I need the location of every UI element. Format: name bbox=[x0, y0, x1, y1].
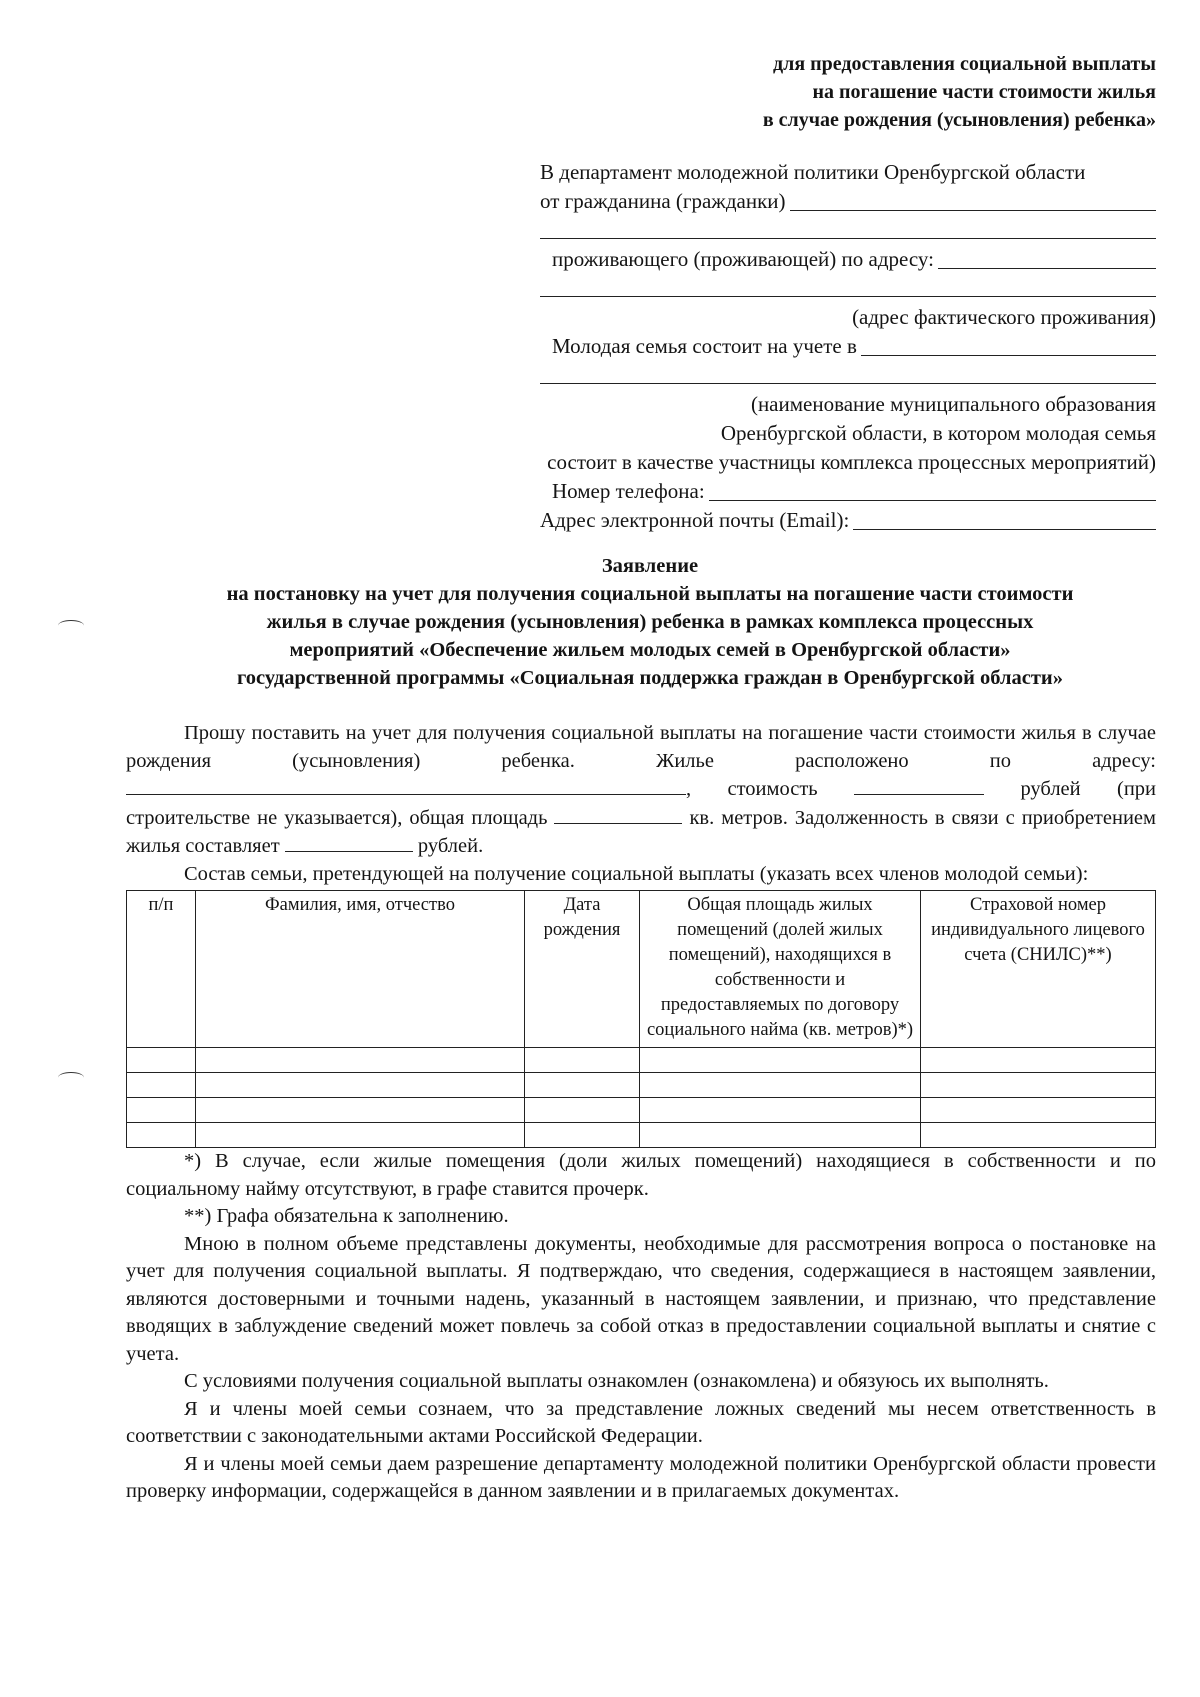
table-cell[interactable] bbox=[525, 1048, 640, 1073]
housing-address-field[interactable] bbox=[126, 775, 686, 795]
table-cell[interactable] bbox=[525, 1123, 640, 1148]
family-intro: Состав семьи, претендующей на получение социальной выплаты (указать всех членов молодой семьи): bbox=[184, 862, 1089, 885]
responsibility-paragraph: Я и члены моей семьи сознаем, что за представление ложных сведений мы несем ответственность в соответствии с законодательными актами Российской Федерации. bbox=[126, 1397, 1156, 1447]
addressee-to: В департамент молодежной политики Оренбургской области bbox=[540, 160, 1086, 184]
table-cell[interactable] bbox=[921, 1048, 1156, 1073]
residence-address-field[interactable] bbox=[938, 268, 1156, 269]
table-cell[interactable] bbox=[127, 1048, 196, 1073]
table-cell[interactable] bbox=[196, 1073, 525, 1098]
header-line: в случае рождения (усыновления) ребенка» bbox=[762, 109, 1156, 131]
table-row bbox=[127, 1048, 1156, 1073]
title-line: государственной программы «Социальная поддержка граждан в Оренбургской области» bbox=[237, 667, 1063, 689]
conditions-paragraph: С условиями получения социальной выплаты ознакомлен (ознакомлена) и обязуюсь их выполнять. bbox=[184, 1370, 1049, 1392]
phone-field[interactable] bbox=[709, 500, 1156, 501]
table-cell[interactable] bbox=[525, 1073, 640, 1098]
column-header-number: п/п bbox=[127, 891, 196, 1048]
table-cell[interactable] bbox=[640, 1073, 921, 1098]
residence-row: проживающего (проживающей) по адресу: bbox=[540, 245, 1156, 274]
area-field[interactable] bbox=[554, 804, 682, 824]
municipality-caption: Оренбургской области, в котором молодая семья bbox=[720, 421, 1156, 445]
table-cell[interactable] bbox=[127, 1098, 196, 1123]
column-header-birth-date: Дата рождения bbox=[525, 891, 640, 1048]
from-name-field[interactable] bbox=[790, 210, 1157, 211]
column-header-living-area: Общая площадь жилых помещений (долей жилых помещений), находящихся в собственности и предоставляемых по договору социального найма (кв. метров)*) bbox=[640, 891, 921, 1048]
addressee-block bbox=[540, 158, 1156, 535]
declaration-paragraph: Мною в полном объеме представлены документы, необходимые для рассмотрения вопроса о постановке на учет для получения социальной выплаты. Я подтверждаю, что сведения, содержащиеся в настоящем заявлении, являются достоверными и точными надень, указанный в настоящем заявлении, и признаю, что представление вводящих в заблуждение сведений может повлечь за собой отказ в предоставлении социальной выплаты и снятие с учета. bbox=[126, 1232, 1156, 1365]
email-row: Адрес электронной почты (Email): bbox=[540, 506, 1156, 535]
residence-address-field-continued[interactable] bbox=[540, 274, 1156, 303]
table-row bbox=[127, 1123, 1156, 1148]
municipality-field-continued[interactable] bbox=[540, 361, 1156, 390]
table-cell[interactable] bbox=[525, 1098, 640, 1123]
registered-row: Молодая семья состоит на учете в bbox=[540, 332, 1156, 361]
table-header-row bbox=[127, 891, 1156, 1048]
title-line: мероприятий «Обеспечение жильем молодых семей в Оренбургской области» bbox=[289, 639, 1011, 661]
scan-mark bbox=[58, 620, 84, 631]
table-cell[interactable] bbox=[196, 1048, 525, 1073]
verification-consent-paragraph: Я и члены моей семьи даем разрешение департаменту молодежной политики Оренбургской области провести проверку информации, содержащейся в данном заявлении и в прилагаемых документах. bbox=[126, 1452, 1156, 1502]
from-row: от гражданина (гражданки) bbox=[540, 187, 1156, 216]
table-cell[interactable] bbox=[196, 1098, 525, 1123]
table-cell[interactable] bbox=[640, 1123, 921, 1148]
municipality-caption: состоит в качестве участницы комплекса процессных мероприятий) bbox=[547, 450, 1156, 474]
title-line: жилья в случае рождения (усыновления) ребенка в рамках комплекса процессных bbox=[266, 611, 1034, 633]
table-cell[interactable] bbox=[640, 1098, 921, 1123]
table-row bbox=[127, 1073, 1156, 1098]
table-cell[interactable] bbox=[640, 1048, 921, 1073]
column-header-snils: Страховой номер индивидуального лицевого счета (СНИЛС)**) bbox=[921, 891, 1156, 1048]
cost-field[interactable] bbox=[854, 775, 984, 795]
table-row bbox=[127, 1098, 1156, 1123]
phone-row: Номер телефона: bbox=[540, 477, 1156, 506]
document-title bbox=[100, 552, 1200, 692]
footnote-one: *) В случае, если жилые помещения (доли жилых помещений) находящиеся в собственности и по социальному найму отсутствуют, в графе ставится прочерк. bbox=[126, 1150, 1156, 1200]
table-cell[interactable] bbox=[127, 1073, 196, 1098]
family-members-table bbox=[126, 890, 1156, 1148]
header-block bbox=[536, 50, 1156, 134]
debt-field[interactable] bbox=[285, 832, 413, 852]
title-heading: Заявление bbox=[601, 555, 699, 577]
request-paragraph: Прошу поставить на учет для получения социальной выплаты на погашение части стоимости жилья в случае рождения (усыновления) ребенка. Жилье расположено по адресу: , стоимость рублей (при строительстве не указывается), общая площадь кв. метров. Задолженность в связи с приобретением жилья составляет рублей. bbox=[126, 722, 1157, 857]
header-line: для предоставления социальной выплаты bbox=[772, 53, 1156, 75]
from-name-field-continued[interactable] bbox=[540, 216, 1156, 245]
table-cell[interactable] bbox=[127, 1123, 196, 1148]
title-line: на постановку на учет для получения социальной выплаты на погашение части стоимости bbox=[226, 583, 1074, 605]
footnote-two: **) Графа обязательна к заполнению. bbox=[184, 1205, 509, 1227]
scan-mark bbox=[58, 1072, 84, 1083]
table-cell[interactable] bbox=[921, 1073, 1156, 1098]
table-cell[interactable] bbox=[921, 1123, 1156, 1148]
table-cell[interactable] bbox=[921, 1098, 1156, 1123]
table-cell[interactable] bbox=[196, 1123, 525, 1148]
header-line: на погашение части стоимости жилья bbox=[812, 81, 1156, 103]
residence-caption: (адрес фактического проживания) bbox=[852, 305, 1156, 329]
municipality-caption: (наименование муниципального образования bbox=[750, 392, 1156, 416]
document-body bbox=[126, 720, 1156, 1506]
column-header-full-name: Фамилия, имя, отчество bbox=[196, 891, 525, 1048]
email-field[interactable] bbox=[853, 529, 1156, 530]
municipality-field[interactable] bbox=[861, 355, 1156, 356]
